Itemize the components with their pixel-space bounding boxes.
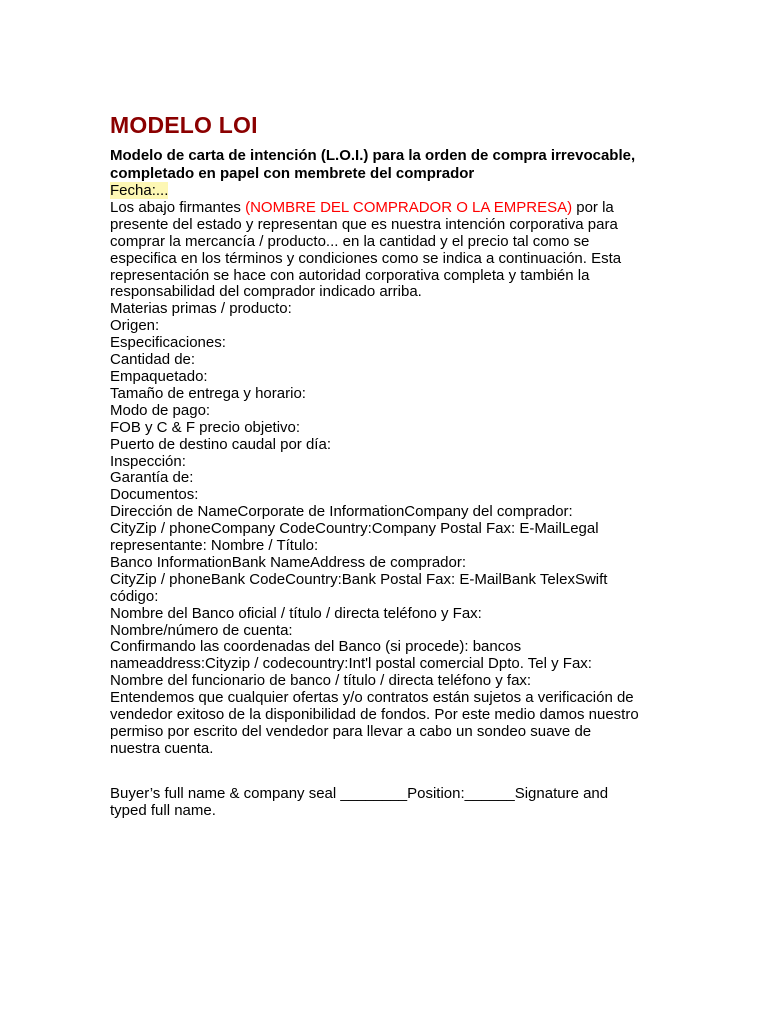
- subtitle-line: Modelo de carta de intención (L.O.I.) para la orden de compra irrevocable,: [110, 147, 636, 164]
- subtitle-line: completado en papel con membrete del comprador: [110, 165, 475, 182]
- field-line: Garantía de:: [110, 469, 194, 487]
- field-line: nuestra cuenta.: [110, 739, 214, 757]
- field-line: Empaquetado:: [110, 367, 208, 385]
- date-label: Fecha:...: [110, 182, 169, 199]
- field-line: Entendemos que cualquier ofertas y/o contratos están sujetos a verificación de: [110, 689, 634, 707]
- field-line: Documentos:: [110, 486, 199, 504]
- signature-line: Buyer’s full name & company seal ________Position:______Signature and: [110, 784, 609, 802]
- field-line: Nombre del funcionario de banco / título / directa teléfono y fax:: [110, 672, 532, 690]
- document-page: [110, 108, 670, 820]
- field-line: Inspección:: [110, 452, 186, 470]
- field-line: vendedor exitoso de la disponibilidad de fondos. Por este medio damos nuestro: [110, 706, 639, 724]
- intro-line: representación se hace con autoridad corporativa completa y también la: [110, 266, 590, 284]
- intro-line: comprar la mercancía / producto... en la cantidad y el precio tal como se: [110, 232, 590, 250]
- field-line: representante: Nombre / Título:: [110, 537, 319, 555]
- field-line: CityZip / phoneBank CodeCountry:Bank Postal Fax: E-MailBank TelexSwift: [110, 570, 608, 588]
- field-line: Modo de pago:: [110, 401, 211, 419]
- field-line: nameaddress:Cityzip / codecountry:Int'l postal comercial Dpto. Tel y Fax:: [110, 655, 592, 673]
- field-line: Nombre del Banco oficial / título / directa teléfono y Fax:: [110, 604, 482, 622]
- field-line: permiso por escrito del vendedor para llevar a cabo un sondeo suave de: [110, 723, 592, 740]
- intro-line: especifica en los términos y condiciones como se indica a continuación. Esta: [110, 249, 622, 267]
- intro-after: por la: [572, 198, 614, 216]
- field-line: Puerto de destino caudal por día:: [110, 435, 331, 453]
- field-line: Dirección de NameCorporate de InformationCompany del comprador:: [110, 503, 573, 521]
- field-line: CityZip / phoneCompany CodeCountry:Company Postal Fax: E-MailLegal: [110, 520, 599, 538]
- field-line: Nombre/número de cuenta:: [110, 621, 293, 639]
- field-line: Materias primas / producto:: [110, 300, 292, 318]
- buyer-name-placeholder: (NOMBRE DEL COMPRADOR O LA EMPRESA): [245, 198, 573, 216]
- intro-line: responsabilidad del comprador indicado arriba.: [110, 283, 422, 301]
- field-line: FOB y C & F precio objetivo:: [110, 418, 301, 436]
- intro-first-line: [110, 200, 670, 217]
- spacer: [110, 758, 670, 786]
- document-title: MODELO LOI: [110, 112, 258, 138]
- field-line: Confirmando las coordenadas del Banco (si procede): bancos: [110, 638, 522, 656]
- document-body: [110, 183, 670, 820]
- date-line: [110, 183, 670, 200]
- document-subtitle: [110, 147, 670, 183]
- field-line: Origen:: [110, 317, 160, 335]
- field-line: Cantidad de:: [110, 351, 196, 369]
- intro-before: Los abajo firmantes: [110, 198, 246, 216]
- field-line: código:: [110, 587, 159, 605]
- field-line: Banco InformationBank NameAddress de comprador:: [110, 553, 467, 571]
- signature-line: typed full name.: [110, 801, 216, 819]
- field-line: Tamaño de entrega y horario:: [110, 384, 306, 402]
- field-line: Especificaciones:: [110, 334, 226, 352]
- intro-line: presente del estado y representan que es nuestra intención corporativa para: [110, 215, 618, 233]
